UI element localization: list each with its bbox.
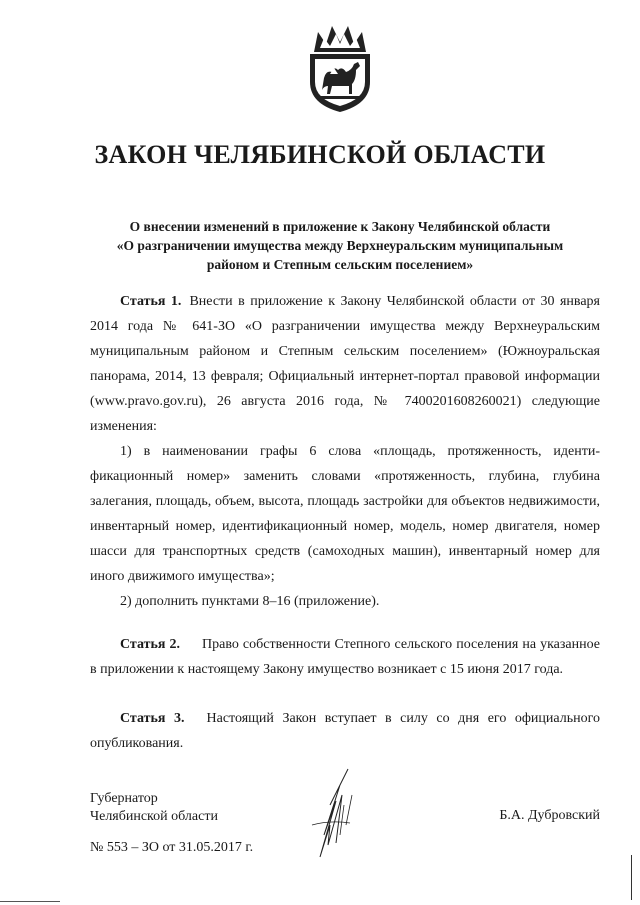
item-1-line: шасси для транспортных средств (самоходных машин), инвентарный номер для bbox=[90, 544, 600, 559]
article-2-label: Статья 2. bbox=[120, 637, 181, 652]
coat-of-arms-icon bbox=[300, 22, 380, 114]
position-line: Челябинской области bbox=[90, 809, 218, 824]
article-1-line: (www.pravo.gov.ru), 26 августа 2016 года, № 7400201608260021) следующие bbox=[90, 394, 600, 409]
item-1-line: иного движимого имущества»; bbox=[90, 569, 275, 584]
article-3-label: Статья 3. bbox=[120, 711, 185, 726]
subject-line: районом и Степным сельским поселением» bbox=[206, 257, 474, 272]
article-1-line: 2014 года № 641-ЗО «О разграничении имущества между Верхнеуральским bbox=[90, 319, 600, 334]
article-2 bbox=[90, 632, 600, 682]
article-1-label: Статья 1. bbox=[120, 294, 182, 309]
article-1-line: изменения: bbox=[90, 419, 157, 434]
position-line: Губернатор bbox=[90, 791, 158, 806]
item-1-line: залегания, площадь, объем, высота, площадь застройки для объектов недвижимости, bbox=[90, 494, 600, 509]
scan-edge-line bbox=[631, 855, 632, 900]
article-3 bbox=[90, 706, 600, 756]
article-3-text: Настоящий Закон вступает в силу со дня его официального bbox=[206, 711, 600, 726]
article-3-line bbox=[90, 706, 600, 731]
article-1-line bbox=[90, 289, 600, 314]
article-1-line: панорама, 2014, 13 февраля; Официальный интернет-портал правовой информации bbox=[90, 369, 600, 384]
item-1-line: инвентарный номер, идентификационный номер, модель, номер двигателя, номер bbox=[90, 519, 600, 534]
item-1-line: фикационный номер» заменить словами «протяженность, глубина, глубина bbox=[90, 469, 600, 484]
article-2-line: в приложении к настоящему Закону имущество возникает с 15 июня 2017 года. bbox=[90, 662, 564, 677]
article-2-text: Право собственности Степного сельского поселения на указанное bbox=[202, 637, 601, 652]
law-subject bbox=[100, 217, 580, 274]
signatory-position bbox=[90, 790, 218, 826]
law-title: ЗАКОН ЧЕЛЯБИНСКОЙ ОБЛАСТИ bbox=[94, 140, 546, 169]
article-1-line: муниципальным районом и Степным сельским поселением» (Южноуральская bbox=[90, 344, 600, 359]
article-1-text: Внести в приложение к Закону Челябинской области от 30 января bbox=[189, 294, 600, 309]
item-1-line: 1) в наименовании графы 6 слова «площадь, протяженность, иденти- bbox=[120, 444, 600, 459]
article-1 bbox=[90, 289, 600, 614]
article-3-line: опубликования. bbox=[90, 736, 184, 751]
handwritten-signature-icon bbox=[300, 765, 360, 860]
article-2-line bbox=[90, 632, 600, 657]
item-2-line: 2) дополнить пунктами 8–16 (приложение). bbox=[120, 594, 380, 609]
scan-bottom-line bbox=[0, 901, 60, 902]
subject-line: О внесении изменений в приложение к Закону Челябинской области bbox=[129, 219, 551, 234]
subject-line: «О разграничении имущества между Верхнеуральским муниципальным bbox=[116, 238, 564, 253]
law-number: № 553 – ЗО от 31.05.2017 г. bbox=[90, 840, 254, 855]
signatory-name: Б.А. Дубровский bbox=[499, 808, 600, 823]
